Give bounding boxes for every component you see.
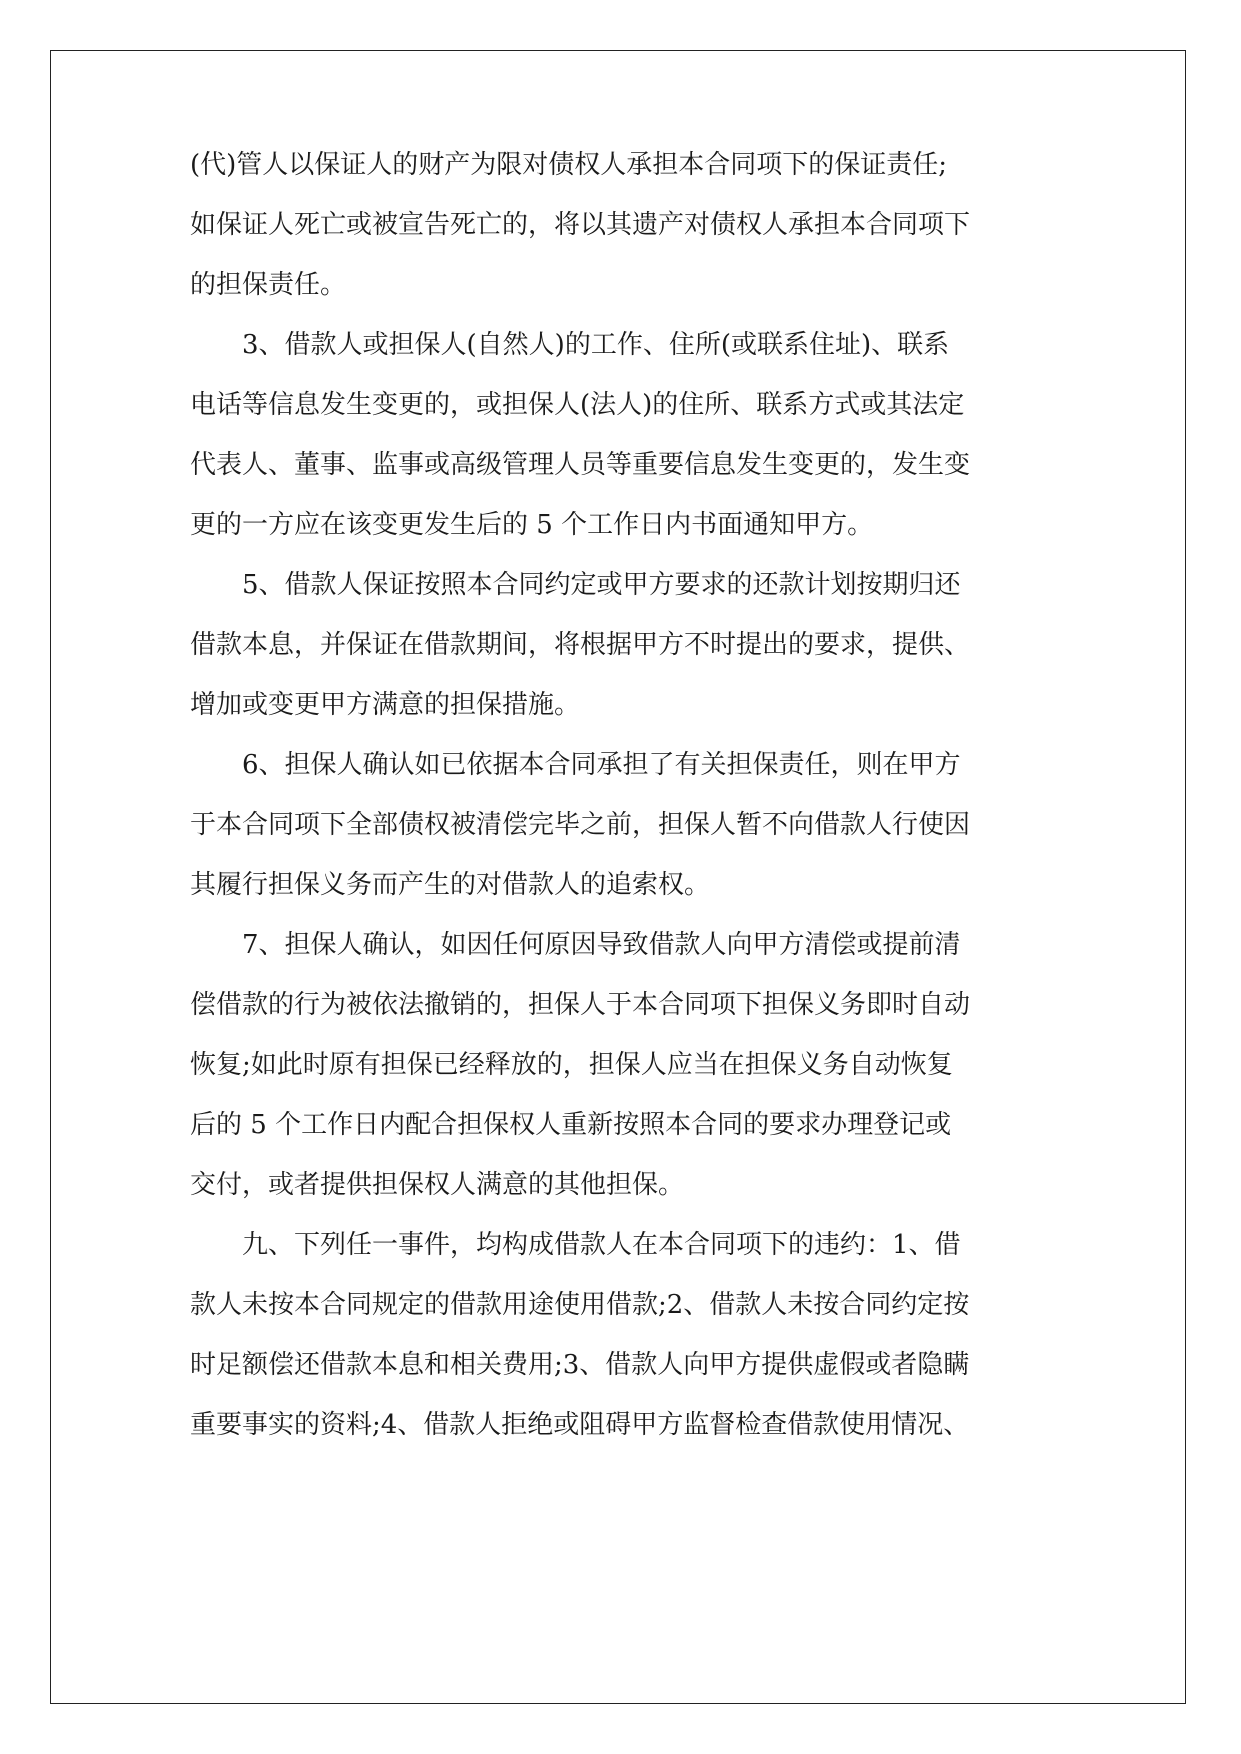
- text-line: 电话等信息发生变更的，或担保人(法人)的住所、联系方式或其法定: [190, 390, 965, 420]
- text-line: 于本合同项下全部债权被清偿完毕之前，担保人暂不向借款人行使因: [190, 810, 971, 840]
- text-line: 恢复;如此时原有担保已经释放的，担保人应当在担保义务自动恢复: [190, 1050, 953, 1080]
- text-line: 增加或变更甲方满意的担保措施。: [190, 690, 581, 720]
- text-line: 代表人、董事、监事或高级管理人员等重要信息发生变更的，发生变: [190, 450, 971, 480]
- text-line: 偿借款的行为被依法撤销的，担保人于本合同项下担保义务即时自动: [190, 990, 971, 1020]
- paragraph-section-9: [190, 1215, 1060, 1455]
- text-line: 款人未按本合同规定的借款用途使用借款;2、借款人未按合同约定按: [190, 1290, 970, 1320]
- text-line: 3、借款人或担保人(自然人)的工作、住所(或联系住址)、联系: [242, 330, 950, 360]
- text-line: 6、担保人确认如已依据本合同承担了有关担保责任，则在甲方: [242, 750, 961, 780]
- text-line: 后的 5 个工作日内配合担保权人重新按照本合同的要求办理登记或: [190, 1110, 952, 1140]
- text-line: 7、担保人确认，如因任何原因导致借款人向甲方清偿或提前清: [242, 930, 961, 960]
- paragraph-item-6: [190, 735, 1060, 915]
- text-line: 借款本息，并保证在借款期间，将根据甲方不时提出的要求，提供、: [190, 630, 971, 660]
- paragraph-item-3: [190, 315, 1060, 555]
- paragraph-item-7: [190, 915, 1060, 1215]
- text-line: 重要事实的资料;4、借款人拒绝或阻碍甲方监督检查借款使用情况、: [190, 1410, 970, 1440]
- paragraph-1: [190, 135, 1060, 315]
- text-line: 如保证人死亡或被宣告死亡的，将以其遗产对债权人承担本合同项下: [190, 210, 971, 240]
- document-body: [190, 135, 1060, 1455]
- text-line: 时足额偿还借款本息和相关费用;3、借款人向甲方提供虚假或者隐瞒: [190, 1350, 970, 1380]
- text-line: 交付，或者提供担保权人满意的其他担保。: [190, 1170, 685, 1200]
- text-line: 更的一方应在该变更发生后的 5 个工作日内书面通知甲方。: [190, 510, 874, 540]
- text-line: 九、下列任一事件，均构成借款人在本合同项下的违约：1、借: [242, 1230, 961, 1260]
- text-line: 其履行担保义务而产生的对借款人的追索权。: [190, 870, 711, 900]
- paragraph-item-5: [190, 555, 1060, 735]
- text-line: 5、借款人保证按照本合同约定或甲方要求的还款计划按期归还: [242, 570, 961, 600]
- text-line: 的担保责任。: [190, 270, 347, 300]
- text-line: (代)管人以保证人的财产为限对债权人承担本合同项下的保证责任;: [190, 150, 948, 180]
